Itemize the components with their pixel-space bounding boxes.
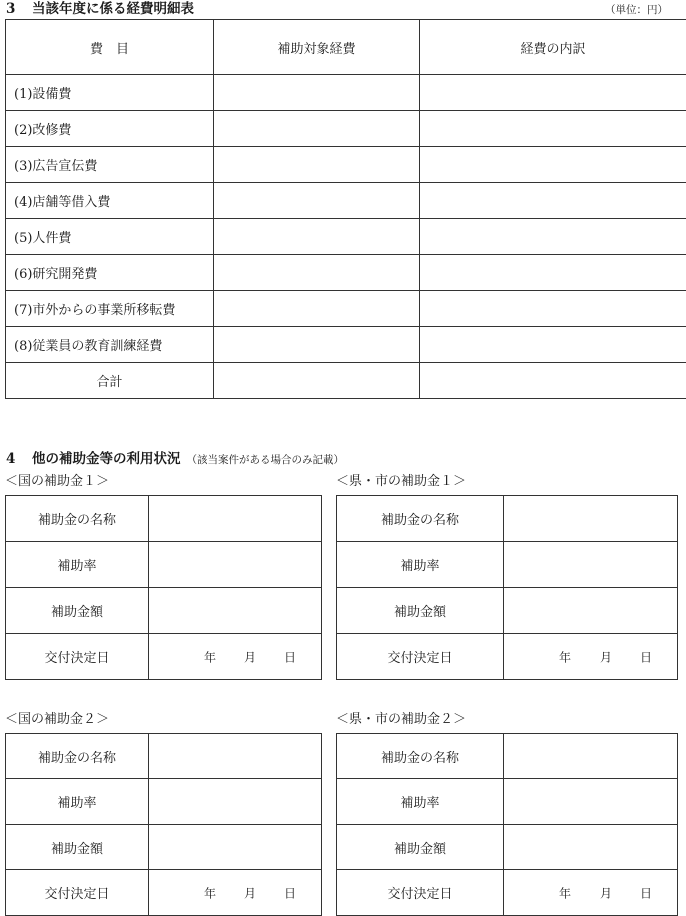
date-month-unit: 月 xyxy=(244,650,257,664)
decision-date-cell[interactable] xyxy=(504,634,678,680)
table-row xyxy=(6,291,686,327)
field-label-name: 補助金の名称 xyxy=(337,734,504,779)
date-month-unit: 月 xyxy=(244,886,257,900)
field-label-amount: 補助金額 xyxy=(337,825,504,870)
prefcity-subsidy-1-table xyxy=(336,495,678,680)
field-label-date: 交付決定日 xyxy=(6,634,149,680)
total-breakdown-cell[interactable] xyxy=(420,363,686,399)
national-subsidy-1-table xyxy=(5,495,322,680)
breakdown-cell[interactable] xyxy=(420,75,686,111)
subsidy-rate-cell[interactable] xyxy=(149,779,322,825)
total-row xyxy=(6,363,686,399)
breakdown-cell[interactable] xyxy=(420,327,686,363)
date-year-unit: 年 xyxy=(559,650,572,664)
expense-table xyxy=(5,19,686,399)
field-label-date: 交付決定日 xyxy=(337,634,504,680)
subsidy-name-cell[interactable] xyxy=(504,496,678,542)
table-row xyxy=(6,147,686,183)
section-3-number: 3 xyxy=(6,1,16,17)
table-row xyxy=(6,255,686,291)
total-label: 合計 xyxy=(6,363,214,399)
amount-cell[interactable] xyxy=(214,75,420,111)
field-label-amount: 補助金額 xyxy=(6,588,149,634)
subsidy-rate-cell[interactable] xyxy=(149,542,322,588)
date-day-unit: 日 xyxy=(640,886,653,900)
prefcity-subsidy-1-label: ＜県・市の補助金１＞ xyxy=(336,474,467,489)
field-label-name: 補助金の名称 xyxy=(337,496,504,542)
breakdown-cell[interactable] xyxy=(420,183,686,219)
breakdown-cell[interactable] xyxy=(420,111,686,147)
decision-date-cell[interactable] xyxy=(149,870,322,916)
subsidy-amount-cell[interactable] xyxy=(149,588,322,634)
section-4-heading xyxy=(6,451,344,468)
field-label-amount: 補助金額 xyxy=(337,588,504,634)
header-breakdown: 経費の内訳 xyxy=(420,20,686,75)
national-subsidy-2-label: ＜国の補助金２＞ xyxy=(5,712,110,727)
header-subsidy-target: 補助対象経費 xyxy=(214,20,420,75)
field-label-rate: 補助率 xyxy=(6,542,149,588)
subsidy-name-cell[interactable] xyxy=(149,734,322,779)
breakdown-cell[interactable] xyxy=(420,255,686,291)
field-label-date: 交付決定日 xyxy=(6,870,149,916)
date-day-unit: 日 xyxy=(284,650,297,664)
total-amount-cell[interactable] xyxy=(214,363,420,399)
section-3-heading xyxy=(6,1,194,17)
date-year-unit: 年 xyxy=(204,650,217,664)
row-label: (8)従業員の教育訓練経費 xyxy=(6,327,214,363)
row-label: (1)設備費 xyxy=(6,75,214,111)
breakdown-cell[interactable] xyxy=(420,291,686,327)
section-3-title: 当該年度に係る経費明細表 xyxy=(32,1,194,17)
subsidy-name-cell[interactable] xyxy=(504,734,678,779)
row-label: (6)研究開発費 xyxy=(6,255,214,291)
amount-cell[interactable] xyxy=(214,147,420,183)
decision-date-cell[interactable] xyxy=(149,634,322,680)
date-month-unit: 月 xyxy=(600,650,613,664)
field-label-rate: 補助率 xyxy=(6,779,149,825)
amount-cell[interactable] xyxy=(214,255,420,291)
table-row xyxy=(6,183,686,219)
amount-cell[interactable] xyxy=(214,111,420,147)
subsidy-amount-cell[interactable] xyxy=(504,825,678,870)
decision-date-cell[interactable] xyxy=(504,870,678,916)
prefcity-subsidy-2-label: ＜県・市の補助金２＞ xyxy=(336,712,467,727)
date-day-unit: 日 xyxy=(284,886,297,900)
row-label: (7)市外からの事業所移転費 xyxy=(6,291,214,327)
row-label: (4)店舗等借入費 xyxy=(6,183,214,219)
field-label-date: 交付決定日 xyxy=(337,870,504,916)
table-row xyxy=(6,75,686,111)
section-4-note: （該当案件がある場合のみ記載） xyxy=(186,454,344,466)
row-label: (2)改修費 xyxy=(6,111,214,147)
amount-cell[interactable] xyxy=(214,219,420,255)
field-label-name: 補助金の名称 xyxy=(6,496,149,542)
expense-header-row xyxy=(6,20,686,75)
national-subsidy-2-table xyxy=(5,733,322,916)
national-subsidy-1-label: ＜国の補助金１＞ xyxy=(5,474,110,489)
section-4-number: 4 xyxy=(6,451,16,467)
field-label-name: 補助金の名称 xyxy=(6,734,149,779)
breakdown-cell[interactable] xyxy=(420,147,686,183)
breakdown-cell[interactable] xyxy=(420,219,686,255)
field-label-rate: 補助率 xyxy=(337,542,504,588)
header-item: 費 目 xyxy=(6,20,214,75)
table-row xyxy=(6,111,686,147)
subsidy-name-cell[interactable] xyxy=(149,496,322,542)
subsidy-rate-cell[interactable] xyxy=(504,779,678,825)
section-4-title: 他の補助金等の利用状況 xyxy=(32,451,181,467)
subsidy-amount-cell[interactable] xyxy=(149,825,322,870)
field-label-rate: 補助率 xyxy=(337,779,504,825)
field-label-amount: 補助金額 xyxy=(6,825,149,870)
date-month-unit: 月 xyxy=(600,886,613,900)
amount-cell[interactable] xyxy=(214,327,420,363)
unit-label: （単位：円） xyxy=(605,4,668,16)
subsidy-amount-cell[interactable] xyxy=(504,588,678,634)
date-year-unit: 年 xyxy=(559,886,572,900)
prefcity-subsidy-2-table xyxy=(336,733,678,916)
amount-cell[interactable] xyxy=(214,291,420,327)
date-year-unit: 年 xyxy=(204,886,217,900)
table-row xyxy=(6,219,686,255)
subsidy-rate-cell[interactable] xyxy=(504,542,678,588)
amount-cell[interactable] xyxy=(214,183,420,219)
row-label: (5)人件費 xyxy=(6,219,214,255)
date-day-unit: 日 xyxy=(640,650,653,664)
row-label: (3)広告宣伝費 xyxy=(6,147,214,183)
table-row xyxy=(6,327,686,363)
